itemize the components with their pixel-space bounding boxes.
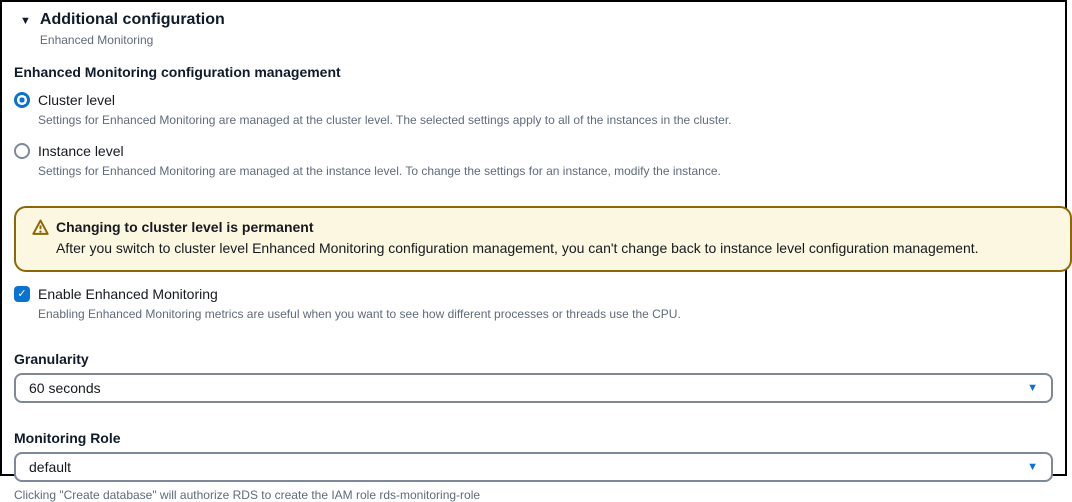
granularity-label: Granularity: [14, 351, 89, 367]
warning-message: After you switch to cluster level Enhanced Monitoring configuration management, you can't change back to instance level configuration management.: [56, 240, 979, 256]
radio-instance-level-description: Settings for Enhanced Monitoring are managed at the instance level. To change the settings for an instance, modify the instance.: [38, 164, 721, 178]
section-subtitle: Enhanced Monitoring: [39, 33, 154, 47]
warning-alert: [14, 206, 1072, 272]
radio-cluster-level-description: Settings for Enhanced Monitoring are managed at the cluster level. The selected settings apply to all of the instances in the cluster.: [38, 113, 732, 127]
warning-title: Changing to cluster level is permanent: [56, 219, 314, 235]
monitoring-role-select[interactable]: [14, 452, 1053, 482]
monitoring-role-label: Monitoring Role: [14, 430, 121, 446]
enable-enhanced-monitoring-checkbox[interactable]: ✓: [14, 286, 30, 302]
radio-instance-level[interactable]: [14, 143, 30, 159]
radio-option-instance-level[interactable]: [14, 141, 1065, 179]
granularity-select[interactable]: [14, 373, 1053, 403]
monitoring-role-selected-value: default: [29, 459, 72, 475]
enable-enhanced-monitoring-row[interactable]: [14, 284, 1065, 322]
radio-instance-level-label[interactable]: Instance level: [38, 143, 124, 159]
enable-enhanced-monitoring-label[interactable]: Enable Enhanced Monitoring: [38, 286, 218, 302]
radio-cluster-level-label[interactable]: Cluster level: [38, 92, 116, 108]
radio-cluster-level[interactable]: [14, 92, 30, 108]
warning-triangle-icon: [32, 219, 49, 241]
section-expander[interactable]: [14, 10, 1065, 48]
caret-down-icon[interactable]: ▼: [1027, 460, 1038, 473]
monitoring-role-helper-text: Clicking "Create database" will authorize RDS to create the IAM role rds-monitoring-role: [14, 488, 481, 502]
caret-down-icon[interactable]: ▼: [1027, 381, 1038, 394]
granularity-selected-value: 60 seconds: [29, 380, 101, 396]
section-title[interactable]: Additional configuration: [39, 11, 225, 28]
collapse-triangle-icon[interactable]: ▼: [20, 15, 31, 27]
radio-option-cluster-level[interactable]: [14, 90, 1065, 128]
enable-enhanced-monitoring-description: Enabling Enhanced Monitoring metrics are useful when you want to see how different processes or threads use the CPU.: [38, 307, 681, 321]
config-management-label: Enhanced Monitoring configuration management: [14, 64, 341, 80]
